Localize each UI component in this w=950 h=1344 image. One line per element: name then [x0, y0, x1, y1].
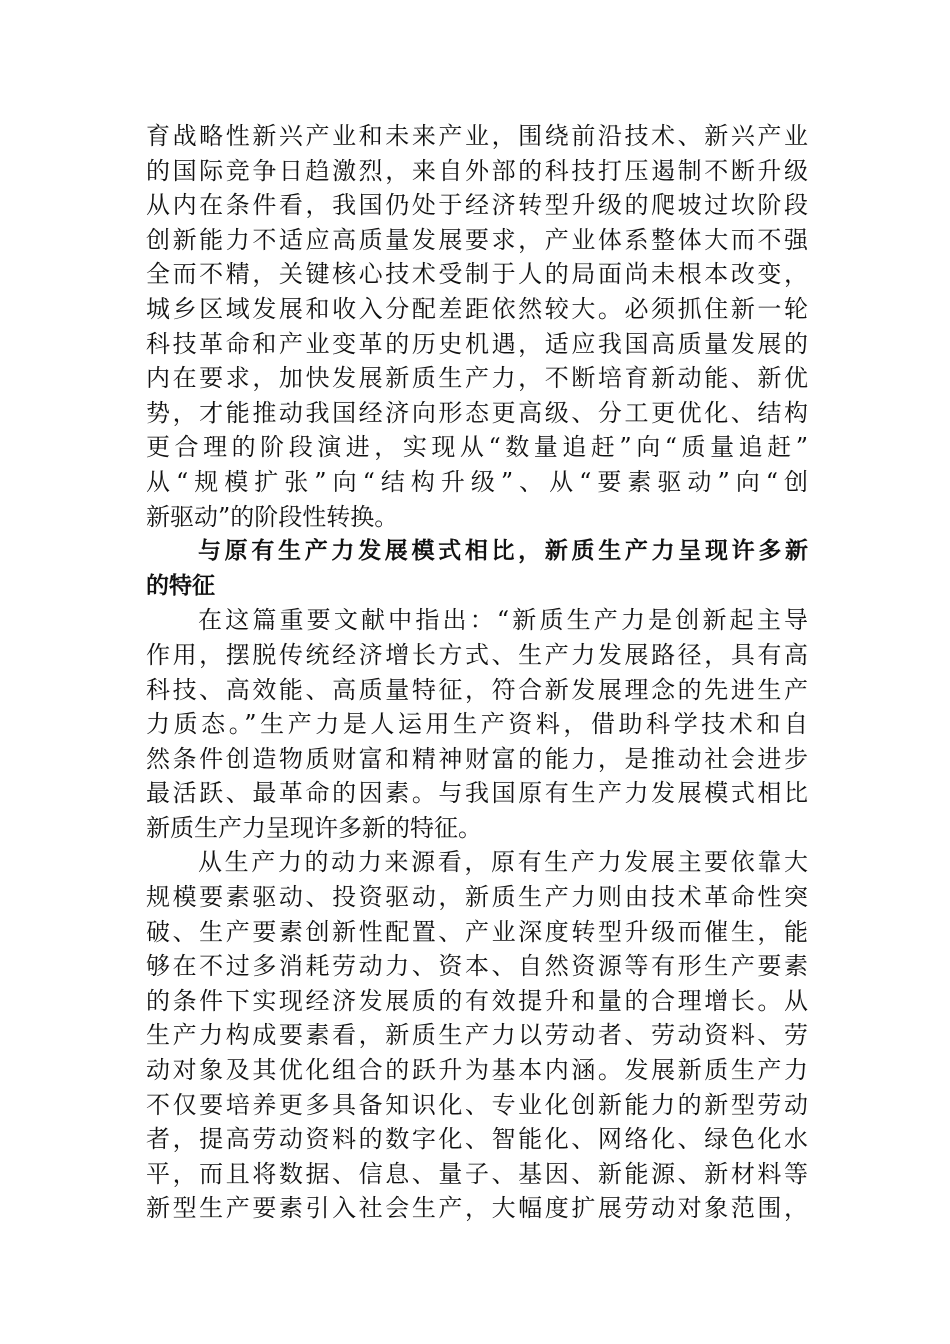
text-line: 新驱动”的阶段性转换。	[146, 502, 399, 531]
heading-line: 的特征	[146, 572, 215, 599]
text-line: 破、生产要素创新性配置、产业深度转型升级而催生，能	[146, 917, 808, 946]
text-line: 科技、高效能、高质量特征，符合新发展理念的先进生产	[146, 675, 808, 704]
section-heading	[146, 534, 808, 603]
text-line: 平，而且将数据、信息、量子、基因、新能源、新材料等	[146, 1159, 808, 1188]
text-line: 势，才能推动我国经济向形态更高级、分工更优化、结构	[146, 398, 808, 427]
paragraph-0	[146, 119, 808, 534]
heading-line: 与原有生产力发展模式相比，新质生产力呈现许多新	[198, 538, 808, 565]
text-line: 科技革命和产业变革的历史机遇，适应我国高质量发展的	[146, 329, 808, 358]
text-line: 规模要素驱动、投资驱动，新质生产力则由技术革命性突	[146, 883, 808, 912]
text-line: 最活跃、最革命的因素。与我国原有生产力发展模式相比	[146, 779, 808, 808]
text-line: 育战略性新兴产业和未来产业，围绕前沿技术、新兴产业	[146, 122, 808, 150]
text-line: 全而不精，关键核心技术受制于人的局面尚未根本改变，	[146, 260, 808, 289]
text-line: 新质生产力呈现许多新的特征。	[146, 813, 482, 842]
text-line: 从内在条件看，我国仍处于经济转型升级的爬坡过坎阶段	[146, 191, 808, 220]
text-line: 更合理的阶段演进，实现从“数量追赶”向“质量追赶”	[146, 433, 808, 462]
paragraph-3	[146, 845, 808, 1226]
text-line: 不仅要培养更多具备知识化、专业化创新能力的新型劳动	[146, 1090, 808, 1119]
text-line: 然条件创造物质财富和精神财富的能力，是推动社会进步	[146, 744, 808, 773]
text-line: 够在不过多消耗劳动力、资本、自然资源等有形生产要素	[146, 952, 808, 981]
text-line: 的条件下实现经济发展质的有效提升和量的合理增长。从	[146, 986, 808, 1015]
text-line: 从生产力的动力来源看，原有生产力发展主要依靠大	[198, 848, 808, 877]
text-line: 新型生产要素引入社会生产，大幅度扩展劳动对象范围，	[146, 1194, 808, 1223]
text-line: 创新能力不适应高质量发展要求，产业体系整体大而不强	[146, 225, 808, 254]
text-line: 在这篇重要文献中指出：“新质生产力是创新起主导	[198, 606, 808, 635]
text-line: 动对象及其优化组合的跃升为基本内涵。发展新质生产力	[146, 1056, 808, 1085]
text-line: 作用，摆脱传统经济增长方式、生产力发展路径，具有高	[146, 640, 808, 669]
text-line: 的国际竞争日趋激烈，来自外部的科技打压遏制不断升级	[146, 156, 808, 185]
document-page	[146, 119, 808, 1226]
text-line: 城乡区域发展和收入分配差距依然较大。必须抓住新一轮	[146, 294, 808, 323]
text-line: 者，提高劳动资料的数字化、智能化、网络化、绿色化水	[146, 1125, 808, 1154]
paragraph-2	[146, 603, 808, 845]
text-line: 内在要求，加快发展新质生产力，不断培育新动能、新优	[146, 364, 808, 393]
text-line: 力质态。”生产力是人运用生产资料，借助科学技术和自	[146, 710, 808, 739]
text-line: 从“规模扩张”向“结构升级”、从“要素驱动”向“创	[146, 467, 808, 496]
text-line: 生产力构成要素看，新质生产力以劳动者、劳动资料、劳	[146, 1021, 808, 1050]
